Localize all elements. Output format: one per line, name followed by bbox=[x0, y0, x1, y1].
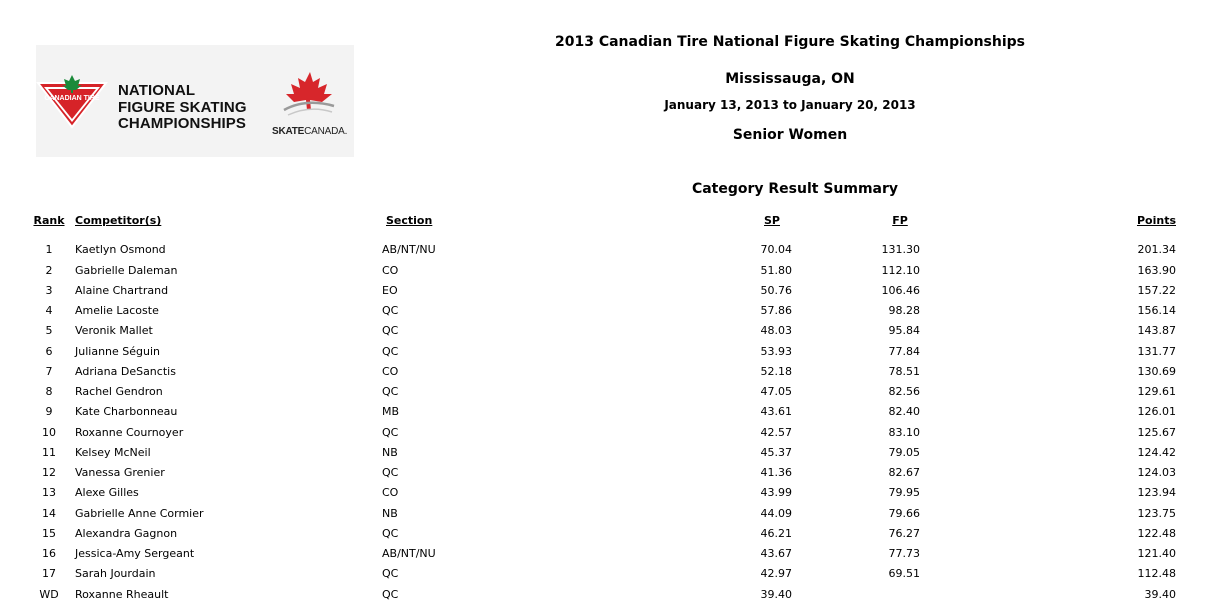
section-cell: NB bbox=[382, 507, 398, 520]
rank-cell: 2 bbox=[45, 264, 53, 277]
event-logo-text bbox=[118, 83, 247, 133]
section-cell: CO bbox=[382, 264, 399, 277]
table-row bbox=[0, 264, 1209, 282]
fp-header: FP bbox=[892, 214, 908, 227]
competitor-cell: Jessica-Amy Sergeant bbox=[75, 547, 195, 560]
sp-cell: 44.09 bbox=[760, 507, 792, 520]
sp-cell: 48.03 bbox=[760, 324, 792, 337]
rank-header: Rank bbox=[33, 214, 65, 227]
competitor-cell: Alexandra Gagnon bbox=[75, 527, 178, 540]
rank-cell: WD bbox=[39, 588, 59, 601]
points-cell: 201.34 bbox=[1137, 243, 1176, 256]
event-location: Mississauga, ON bbox=[725, 71, 855, 87]
competitor-cell: Kaetlyn Osmond bbox=[75, 243, 166, 256]
rank-cell: 5 bbox=[45, 324, 53, 337]
points-header: Points bbox=[1136, 214, 1176, 227]
section-header: Section bbox=[386, 214, 433, 227]
competitor-cell: Roxanne Rheault bbox=[75, 588, 169, 601]
table-row bbox=[0, 304, 1209, 322]
rank-cell: 13 bbox=[42, 486, 56, 499]
table-row bbox=[0, 588, 1209, 606]
section-cell: QC bbox=[382, 426, 399, 439]
rank-cell: 17 bbox=[42, 567, 56, 580]
competitor-cell: Sarah Jourdain bbox=[75, 567, 156, 580]
sp-cell: 46.21 bbox=[760, 527, 792, 540]
table-row bbox=[0, 345, 1209, 363]
rank-cell: 8 bbox=[45, 385, 53, 398]
section-cell: QC bbox=[382, 527, 399, 540]
section-cell: CO bbox=[382, 365, 399, 378]
fp-cell: 82.67 bbox=[888, 466, 920, 479]
competitor-cell: Julianne Séguin bbox=[75, 345, 161, 358]
rank-cell: 10 bbox=[42, 426, 56, 439]
section-cell: NB bbox=[382, 446, 398, 459]
section-cell: QC bbox=[382, 324, 399, 337]
points-cell: 157.22 bbox=[1137, 284, 1176, 297]
logo-banner bbox=[36, 45, 354, 157]
points-cell: 123.75 bbox=[1137, 507, 1176, 520]
competitor-cell: Rachel Gendron bbox=[75, 385, 163, 398]
section-cell: QC bbox=[382, 345, 399, 358]
section-cell: MB bbox=[382, 405, 400, 418]
fp-cell: 83.10 bbox=[888, 426, 920, 439]
event-logo-line: NATIONAL bbox=[118, 82, 196, 99]
canadian-tire-logo bbox=[36, 75, 108, 129]
fp-cell: 82.56 bbox=[888, 385, 920, 398]
sp-cell: 47.05 bbox=[760, 385, 792, 398]
competitor-cell: Kelsey McNeil bbox=[75, 446, 151, 459]
rank-cell: 14 bbox=[42, 507, 56, 520]
section-cell: QC bbox=[382, 304, 399, 317]
competitor-cell: Kate Charbonneau bbox=[75, 405, 178, 418]
points-cell: 112.48 bbox=[1137, 567, 1176, 580]
rank-cell: 11 bbox=[42, 446, 56, 459]
table-row bbox=[0, 243, 1209, 261]
sp-cell: 43.99 bbox=[760, 486, 792, 499]
rank-cell: 3 bbox=[45, 284, 53, 297]
rank-cell: 7 bbox=[45, 365, 53, 378]
competitor-cell: Amelie Lacoste bbox=[75, 304, 159, 317]
competitor-cell: Adriana DeSanctis bbox=[75, 365, 176, 378]
rank-cell: 9 bbox=[45, 405, 53, 418]
points-cell: 163.90 bbox=[1137, 264, 1176, 277]
points-cell: 121.40 bbox=[1137, 547, 1176, 560]
event-logo-line: FIGURE SKATING bbox=[118, 98, 247, 116]
table-row bbox=[0, 365, 1209, 383]
points-cell: 39.40 bbox=[1144, 588, 1176, 601]
competitor-cell: Gabrielle Anne Cormier bbox=[75, 507, 204, 520]
points-cell: 129.61 bbox=[1137, 385, 1176, 398]
fp-cell: 82.40 bbox=[888, 405, 920, 418]
points-cell: 143.87 bbox=[1137, 324, 1176, 337]
table-row bbox=[0, 507, 1209, 525]
points-cell: 131.77 bbox=[1137, 345, 1176, 358]
fp-cell: 112.10 bbox=[881, 264, 920, 277]
page-title: 2013 Canadian Tire National Figure Skating Championships bbox=[554, 34, 1026, 50]
rank-cell: 4 bbox=[45, 304, 53, 317]
sp-cell: 41.36 bbox=[760, 466, 792, 479]
sp-cell: 42.97 bbox=[760, 567, 792, 580]
rank-cell: 1 bbox=[45, 243, 53, 256]
fp-cell: 131.30 bbox=[881, 243, 920, 256]
section-cell: QC bbox=[382, 466, 399, 479]
fp-cell: 76.27 bbox=[888, 527, 920, 540]
section-cell: AB/NT/NU bbox=[382, 547, 436, 560]
fp-cell: 77.84 bbox=[888, 345, 920, 358]
table-row bbox=[0, 466, 1209, 484]
points-cell: 123.94 bbox=[1137, 486, 1176, 499]
event-logo-line: CHAMPIONSHIPS bbox=[118, 115, 246, 132]
section-cell: QC bbox=[382, 588, 399, 601]
sp-header: SP bbox=[764, 214, 780, 227]
rank-cell: 16 bbox=[42, 547, 56, 560]
sp-cell: 43.61 bbox=[760, 405, 792, 418]
points-cell: 156.14 bbox=[1137, 304, 1176, 317]
table-row bbox=[0, 426, 1209, 444]
sp-cell: 45.37 bbox=[760, 446, 792, 459]
section-cell: CO bbox=[382, 486, 399, 499]
sp-cell: 42.57 bbox=[760, 426, 792, 439]
table-row bbox=[0, 324, 1209, 342]
table-row bbox=[0, 527, 1209, 545]
points-cell: 124.03 bbox=[1137, 466, 1176, 479]
fp-cell: 69.51 bbox=[888, 567, 920, 580]
section-cell: QC bbox=[382, 385, 399, 398]
skate-canada-wordmark: SKATECANADA. bbox=[272, 126, 348, 137]
table-row bbox=[0, 405, 1209, 423]
section-cell: QC bbox=[382, 567, 399, 580]
competitor-cell: Alaine Chartrand bbox=[75, 284, 169, 297]
sp-cell: 53.93 bbox=[760, 345, 792, 358]
points-cell: 124.42 bbox=[1137, 446, 1176, 459]
fp-cell: 98.28 bbox=[888, 304, 920, 317]
section-cell: AB/NT/NU bbox=[382, 243, 436, 256]
section-cell: EO bbox=[382, 284, 398, 297]
summary-title: Category Result Summary bbox=[691, 181, 899, 197]
sp-cell: 50.76 bbox=[760, 284, 792, 297]
fp-cell: 95.84 bbox=[888, 324, 920, 337]
competitor-cell: Alexe Gilles bbox=[75, 486, 139, 499]
points-cell: 126.01 bbox=[1137, 405, 1176, 418]
rank-cell: 15 bbox=[42, 527, 56, 540]
table-row bbox=[0, 284, 1209, 302]
sp-cell: 57.86 bbox=[760, 304, 792, 317]
competitor-cell: Vanessa Grenier bbox=[75, 466, 165, 479]
fp-cell: 78.51 bbox=[888, 365, 920, 378]
competitor-cell: Gabrielle Daleman bbox=[75, 264, 178, 277]
table-row bbox=[0, 567, 1209, 585]
competitor-cell: Roxanne Cournoyer bbox=[75, 426, 184, 439]
sp-cell: 39.40 bbox=[760, 588, 792, 601]
fp-cell: 106.46 bbox=[881, 284, 920, 297]
sp-cell: 43.67 bbox=[760, 547, 792, 560]
table-header-row bbox=[0, 214, 1209, 232]
event-dates: January 13, 2013 to January 20, 2013 bbox=[664, 98, 916, 112]
table-row bbox=[0, 486, 1209, 504]
table-row bbox=[0, 385, 1209, 403]
points-cell: 130.69 bbox=[1137, 365, 1176, 378]
competitor-cell: Veronik Mallet bbox=[75, 324, 153, 337]
fp-cell: 79.05 bbox=[888, 446, 920, 459]
event-category: Senior Women bbox=[732, 127, 848, 143]
sp-cell: 70.04 bbox=[760, 243, 792, 256]
sp-cell: 52.18 bbox=[760, 365, 792, 378]
skate-canada-leaf-icon bbox=[280, 70, 336, 118]
fp-cell: 79.66 bbox=[888, 507, 920, 520]
points-cell: 122.48 bbox=[1137, 527, 1176, 540]
rank-cell: 6 bbox=[45, 345, 53, 358]
rank-cell: 12 bbox=[42, 466, 56, 479]
sp-cell: 51.80 bbox=[760, 264, 792, 277]
fp-cell: 79.95 bbox=[888, 486, 920, 499]
table-row bbox=[0, 446, 1209, 464]
points-cell: 125.67 bbox=[1137, 426, 1176, 439]
table-row bbox=[0, 547, 1209, 565]
fp-cell: 77.73 bbox=[888, 547, 920, 560]
svg-text:CANADIAN TIRE: CANADIAN TIRE bbox=[44, 95, 100, 102]
competitor-header: Competitor(s) bbox=[75, 214, 162, 227]
